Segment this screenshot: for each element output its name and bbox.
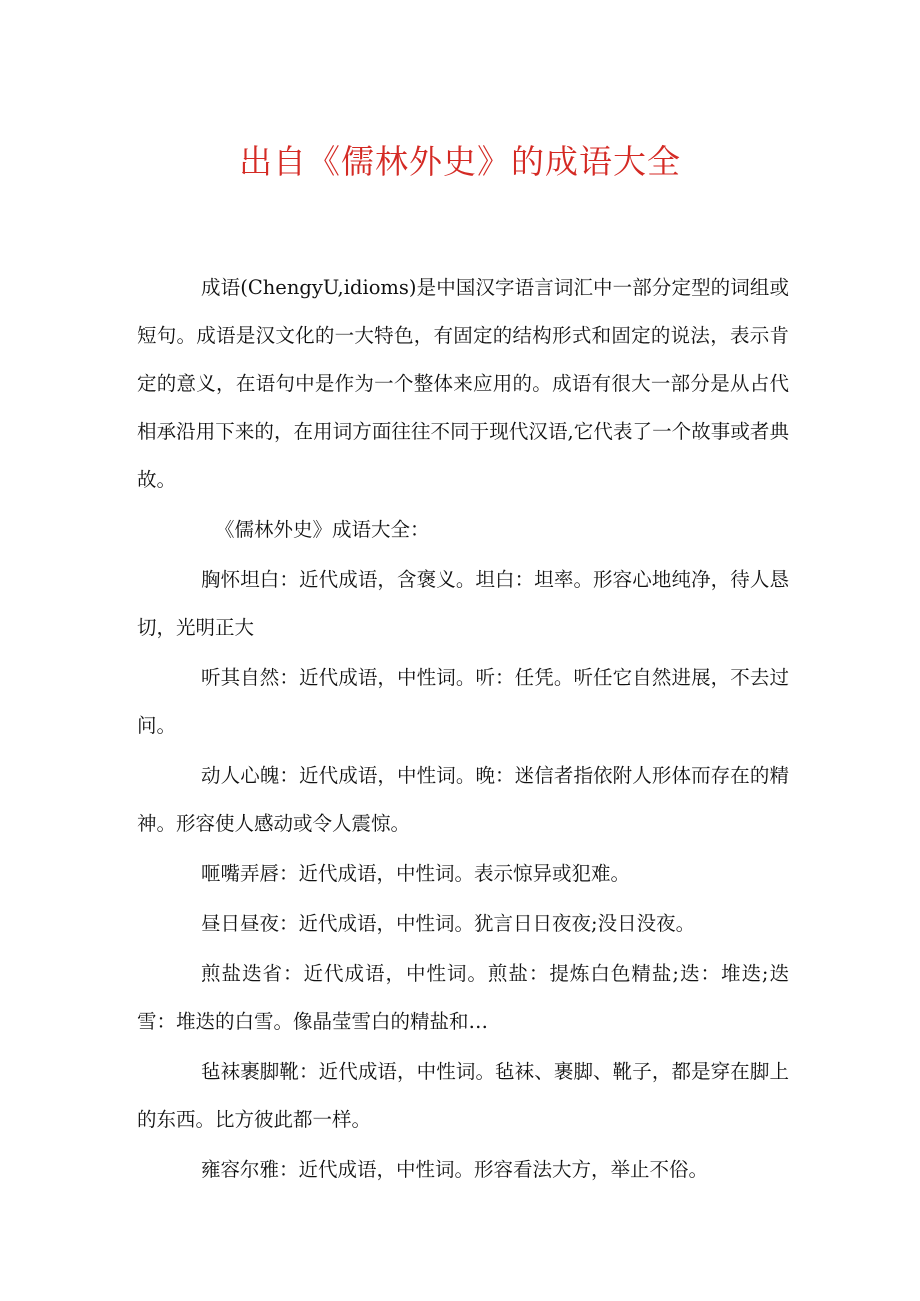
document-title: 出自《儒林外史》的成语大全 — [239, 142, 681, 181]
intro-paragraph: 成语(ChengyU,idioms)是中国汉字语言词汇中一部分定型的词组或短句。成语是汉文化的一大特色，有固定的结构形式和固定的说法，表示肯定的意义，在语句中是作为一个整体来应用的。成语有很大一部分是从占代相承沿用下来的，在用词方面往往不同于现代汉语,它代表了一个故事或者典故。 — [137, 276, 789, 491]
document-body — [137, 264, 789, 1194]
idiom-entry: 雍容尔雅：近代成语，中性词。形容看法大方，举止不俗。 — [201, 1158, 709, 1181]
idiom-entry: 煎盐迭省：近代成语，中性词。煎盐：提炼白色精盐;迭：堆迭;迭雪：堆迭的白雪。像晶莹雪白的精盐和… — [137, 962, 789, 1033]
section-heading: 《儒林外史》成语大全： — [215, 518, 430, 541]
idiom-entry: 昼日昼夜：近代成语，中性词。犹言日日夜夜;没日没夜。 — [201, 912, 696, 935]
idiom-entry: 毡袜裹脚靴：近代成语，中性词。毡袜、裹脚、靴子，都是穿在脚上的东西。比方彼此都一样。 — [137, 1060, 789, 1131]
idiom-entry: 动人心魄：近代成语，中性词。晚：迷信者指依附人形体而存在的精神。形容使人感动或令人震惊。 — [137, 764, 789, 835]
idiom-entry: 咂嘴弄唇：近代成语，中性词。表示惊异或犯难。 — [201, 862, 631, 885]
idiom-entry: 听其自然：近代成语，中性词。听：任凭。听任它自然进展，不去过问。 — [137, 666, 789, 737]
idiom-entry: 胸怀坦白：近代成语，含褒义。坦白：坦率。形容心地纯净，待人恳切，光明正大 — [137, 568, 789, 639]
